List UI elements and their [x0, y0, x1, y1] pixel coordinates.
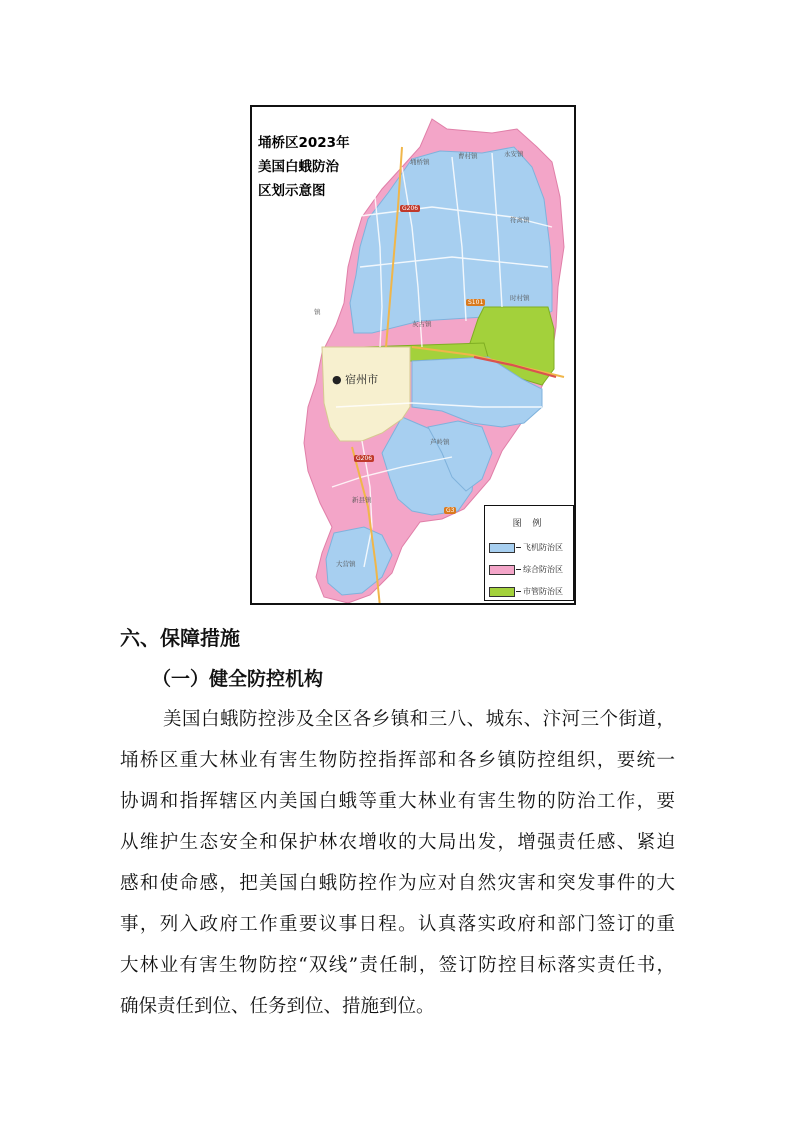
- city-label: ● 宿州市: [332, 373, 379, 386]
- place-label: 符离镇: [510, 216, 530, 224]
- body-line: 协调和指挥辖区内美国白蛾等重大林业有害生物的防治工作，要: [120, 791, 675, 812]
- map-title-line-3: 区划示意图: [258, 183, 326, 199]
- legend-dash: [516, 591, 521, 592]
- legend-dash: [516, 569, 521, 570]
- city-name: 宿州市: [345, 373, 379, 386]
- map-legend: [484, 505, 574, 601]
- legend-swatch-city: [489, 587, 515, 597]
- legend-item: [489, 586, 563, 597]
- body-line: 埇桥区重大林业有害生物防控指挥部和各乡镇防控组织，要统一: [120, 750, 675, 771]
- body-line: 美国白蛾防控涉及全区各乡镇和三八、城东、汴河三个街道，: [163, 709, 675, 730]
- legend-dash: [516, 547, 521, 548]
- map-title-line-1: 埇桥区2023年: [258, 135, 350, 151]
- legend-item: [489, 564, 563, 575]
- body-line: 感和使命感，把美国白蛾防控作为应对自然灾害和突发事件的大: [120, 873, 675, 894]
- body-line: 确保责任到位、任务到位、措施到位。: [120, 996, 435, 1017]
- place-label: 新县镇: [352, 496, 372, 504]
- legend-swatch-air: [489, 543, 515, 553]
- place-label: 芦岭镇: [430, 438, 450, 446]
- section-heading: 六、保障措施: [120, 626, 240, 650]
- place-label: 曹村镇: [458, 152, 478, 160]
- sub-heading: （一）健全防控机构: [152, 668, 324, 690]
- air-zone-north: [350, 147, 552, 333]
- highway-badge: G3: [446, 507, 455, 514]
- place-label: 永安镇: [504, 150, 524, 158]
- legend-label: 综合防治区: [523, 565, 563, 574]
- legend-item: [489, 542, 563, 553]
- place-label: 镇: [314, 308, 321, 316]
- legend-swatch-integrated: [489, 565, 515, 575]
- legend-title: 图 例: [512, 519, 546, 529]
- place-label: 埇桥镇: [410, 158, 430, 166]
- body-line: 事，列入政府工作重要议事日程。认真落实政府和部门签订的重: [120, 914, 675, 935]
- body-line: 大林业有害生物防控“双线”责任制，签订防控目标落实责任书，: [120, 955, 675, 976]
- zoning-map: [250, 105, 576, 605]
- legend-label: 飞机防治区: [523, 543, 563, 552]
- highway-badge: S101: [468, 299, 484, 306]
- map-title: [258, 131, 368, 203]
- road-badge: G206: [402, 205, 419, 212]
- place-label: 灰古镇: [412, 320, 432, 328]
- place-label: 时村镇: [510, 294, 530, 302]
- road-badge: G206: [356, 455, 373, 462]
- body-line: 从维护生态安全和保护林农增收的大局出发，增强责任感、紧迫: [120, 832, 675, 853]
- legend-label: 市管防治区: [523, 587, 563, 596]
- place-label: 大营镇: [336, 560, 356, 568]
- map-title-line-2: 美国白蛾防治: [258, 159, 339, 175]
